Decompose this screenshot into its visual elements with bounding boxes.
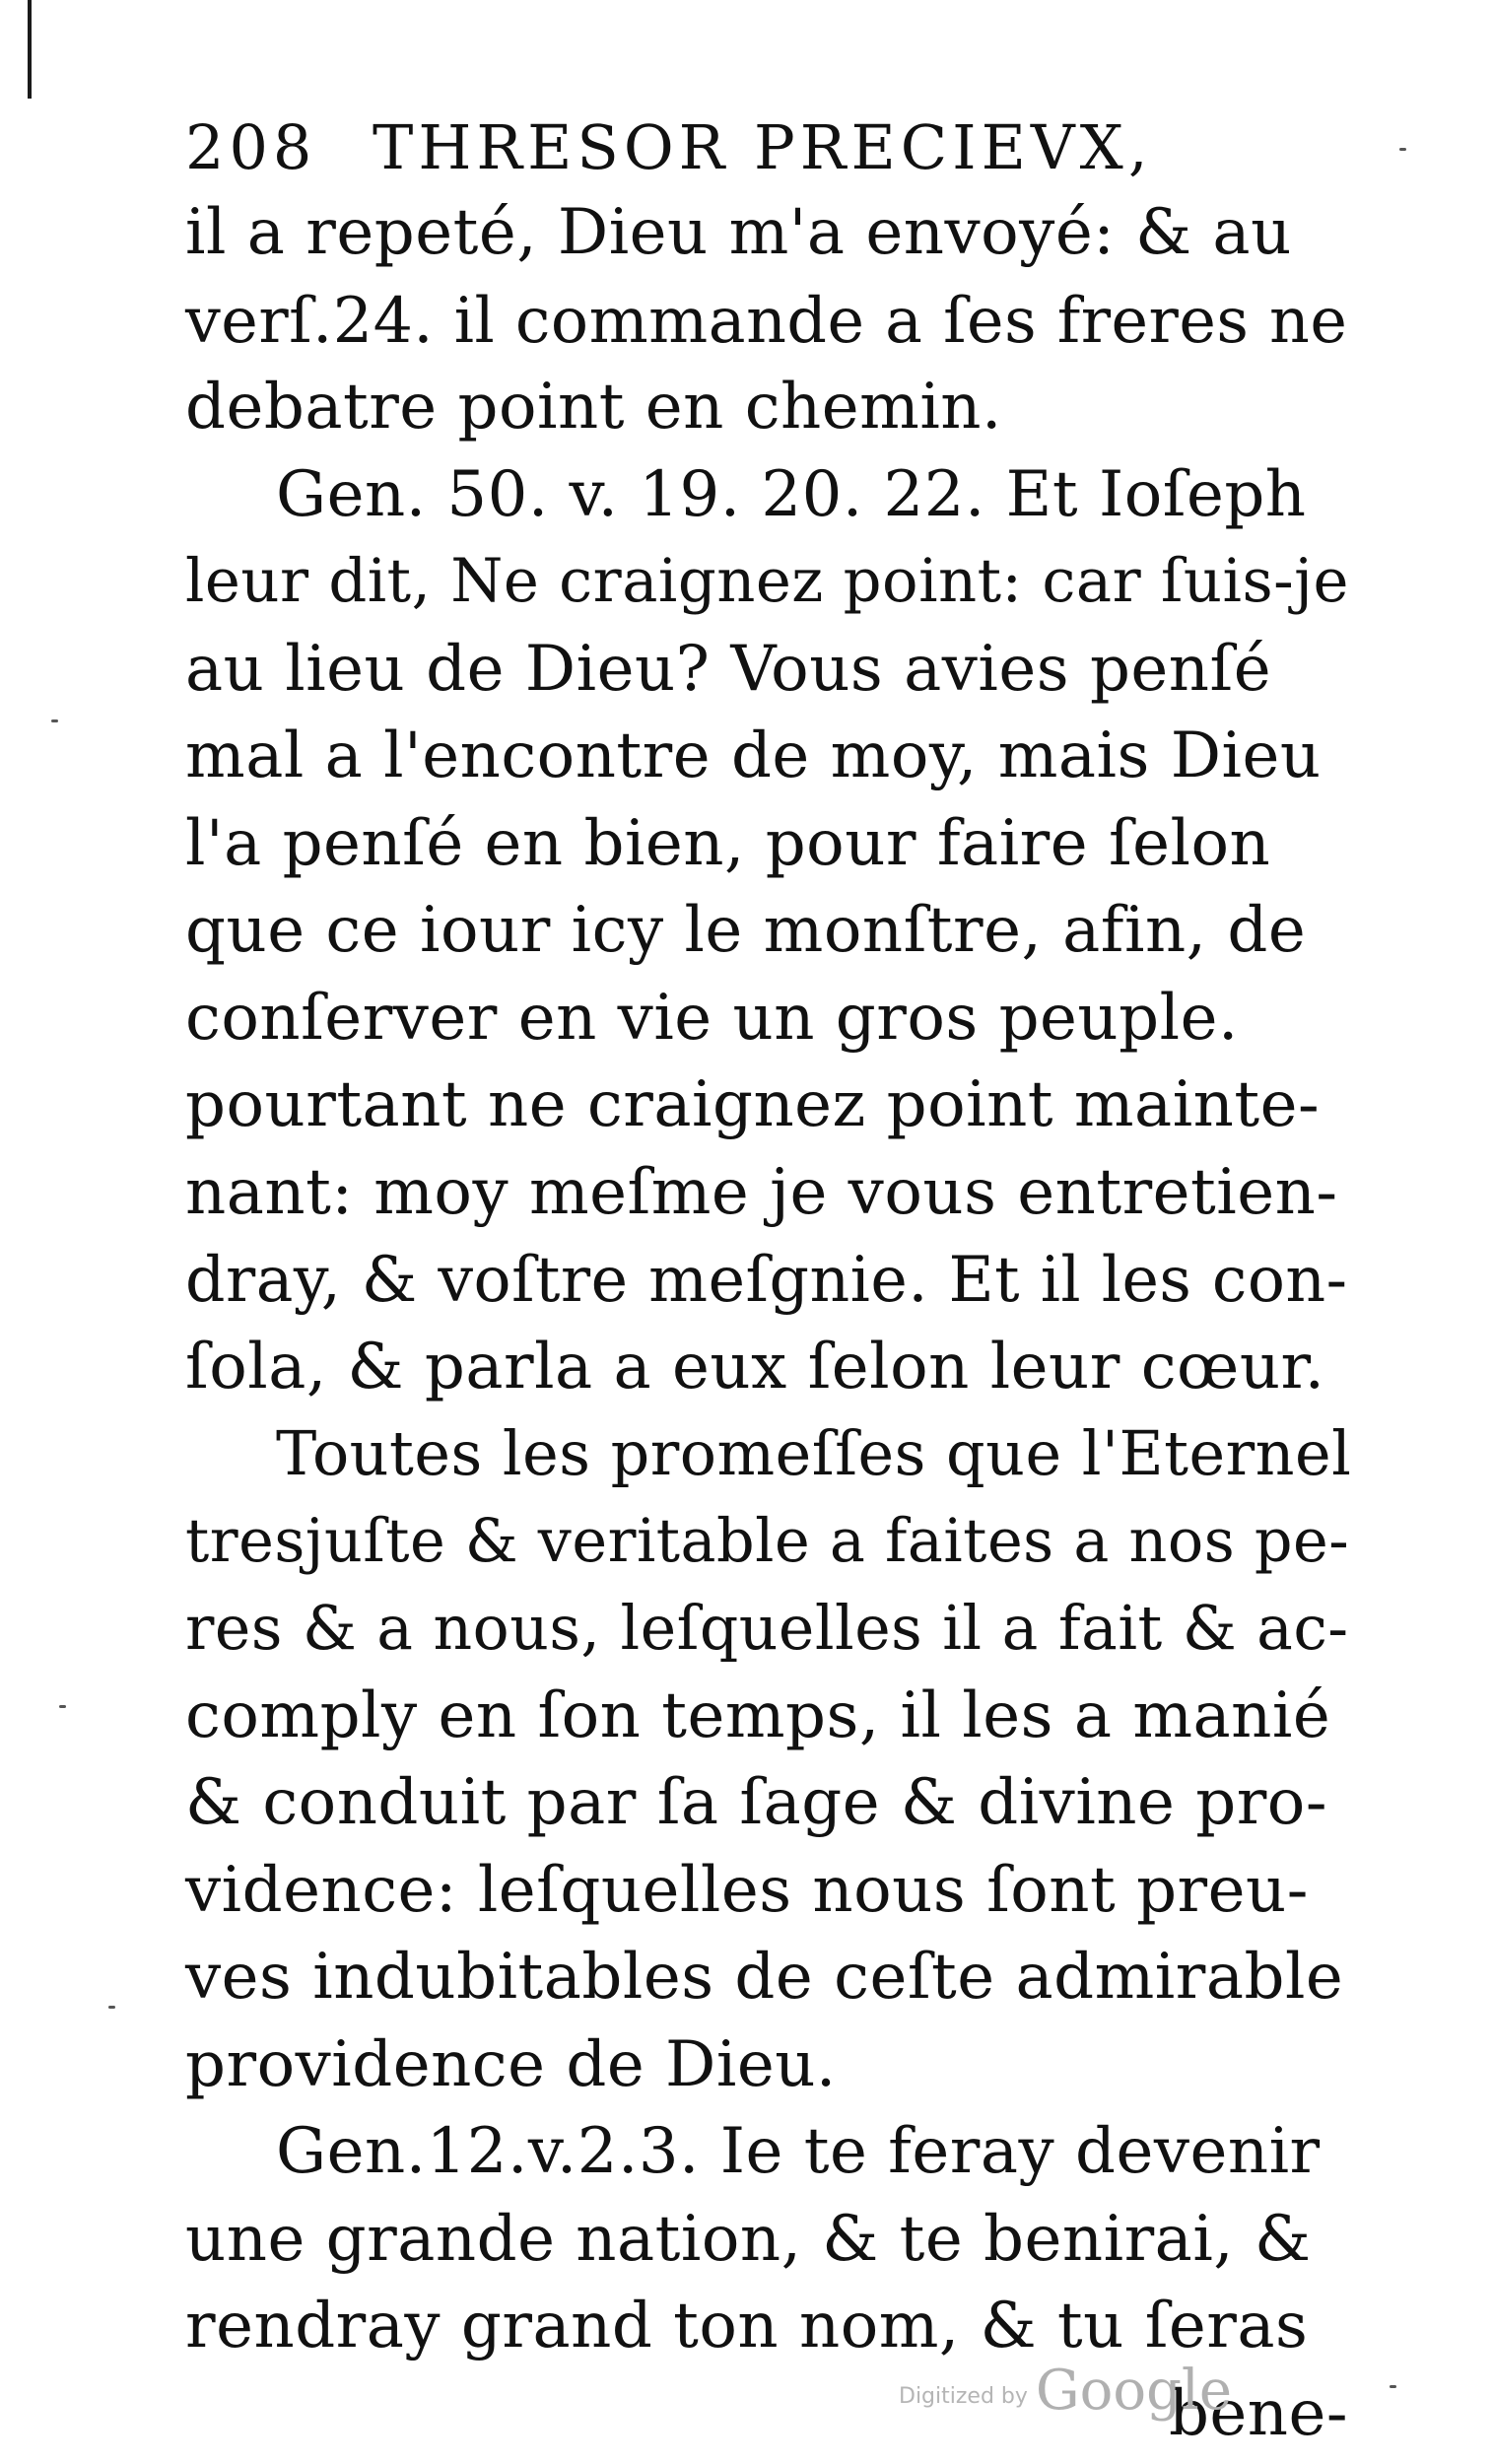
body-text xyxy=(185,189,1352,2457)
text-line: rendray grand ton nom, & tu ſeras xyxy=(185,2290,1309,2362)
text-line: verſ.24. il commande a ſes freres ne xyxy=(185,283,1348,357)
text-line: res & a nous, leſquelles il a fait & ac- xyxy=(185,1593,1349,1664)
text-line: ves indubitables de ceſte admirable xyxy=(185,1941,1344,2014)
text-line: ſola, & parla a eux ſelon leur cœur. xyxy=(185,1330,1325,1403)
page-edge-rule xyxy=(28,0,32,99)
text-line: tresjuſte & veritable a faites a nos pe- xyxy=(185,1506,1350,1576)
text-line: mal a l'encontre de moy, mais Dieu xyxy=(185,719,1322,792)
ink-speck xyxy=(1390,2385,1396,2388)
text-line: conſerver en vie un gros peuple. xyxy=(185,981,1239,1055)
page-number: 208 xyxy=(185,111,317,183)
ink-speck xyxy=(108,2006,115,2009)
text-line: providence de Dieu. xyxy=(185,2027,837,2101)
running-header xyxy=(185,108,1348,187)
text-line: debatre point en chemin. xyxy=(185,371,1002,444)
text-line: nant: moy meſme je vous entretien- xyxy=(185,1155,1338,1229)
text-line: au lieu de Dieu? Vous avies penſé xyxy=(185,632,1272,706)
watermark-prefix: Digitized by xyxy=(899,2384,1028,2409)
digitized-watermark xyxy=(899,2354,1232,2423)
ink-speck xyxy=(1399,148,1406,151)
text-line: il a repeté, Dieu m'a envoyé: & au xyxy=(185,196,1292,269)
text-line: que ce iour icy le monſtre, afin, de xyxy=(185,894,1307,967)
text-line: l'a penſé en bien, pour faire ſelon xyxy=(185,806,1271,880)
ink-speck xyxy=(59,1705,66,1708)
running-title: THRESOR PRECIEVX, xyxy=(373,111,1153,183)
google-logo: Google xyxy=(1035,2359,1232,2423)
text-line: vidence: leſquelles nous ſont preu- xyxy=(185,1853,1309,1927)
catchword: bene- xyxy=(1168,2376,1348,2450)
text-line: Gen.12.v.2.3. Ie te feray devenir xyxy=(276,2115,1321,2188)
text-line: leur dit, Ne craignez point: car ſuis-je xyxy=(185,547,1349,616)
text-line: une grande nation, & te benirai, & xyxy=(185,2202,1312,2276)
ink-speck xyxy=(51,719,58,722)
text-line: Gen. 50. v. 19. 20. 22. Et Ioſeph xyxy=(276,457,1307,531)
text-line: comply en ſon temps, il les a manié xyxy=(185,1678,1331,1752)
text-line: Toutes les promeſſes que l'Eternel xyxy=(276,1418,1352,1489)
text-line: dray, & voſtre meſgnie. Et il les con- xyxy=(185,1243,1348,1316)
text-line: & conduit par ſa ſage & divine pro- xyxy=(185,1766,1327,1839)
text-line: pourtant ne craignez point mainte- xyxy=(185,1068,1321,1141)
